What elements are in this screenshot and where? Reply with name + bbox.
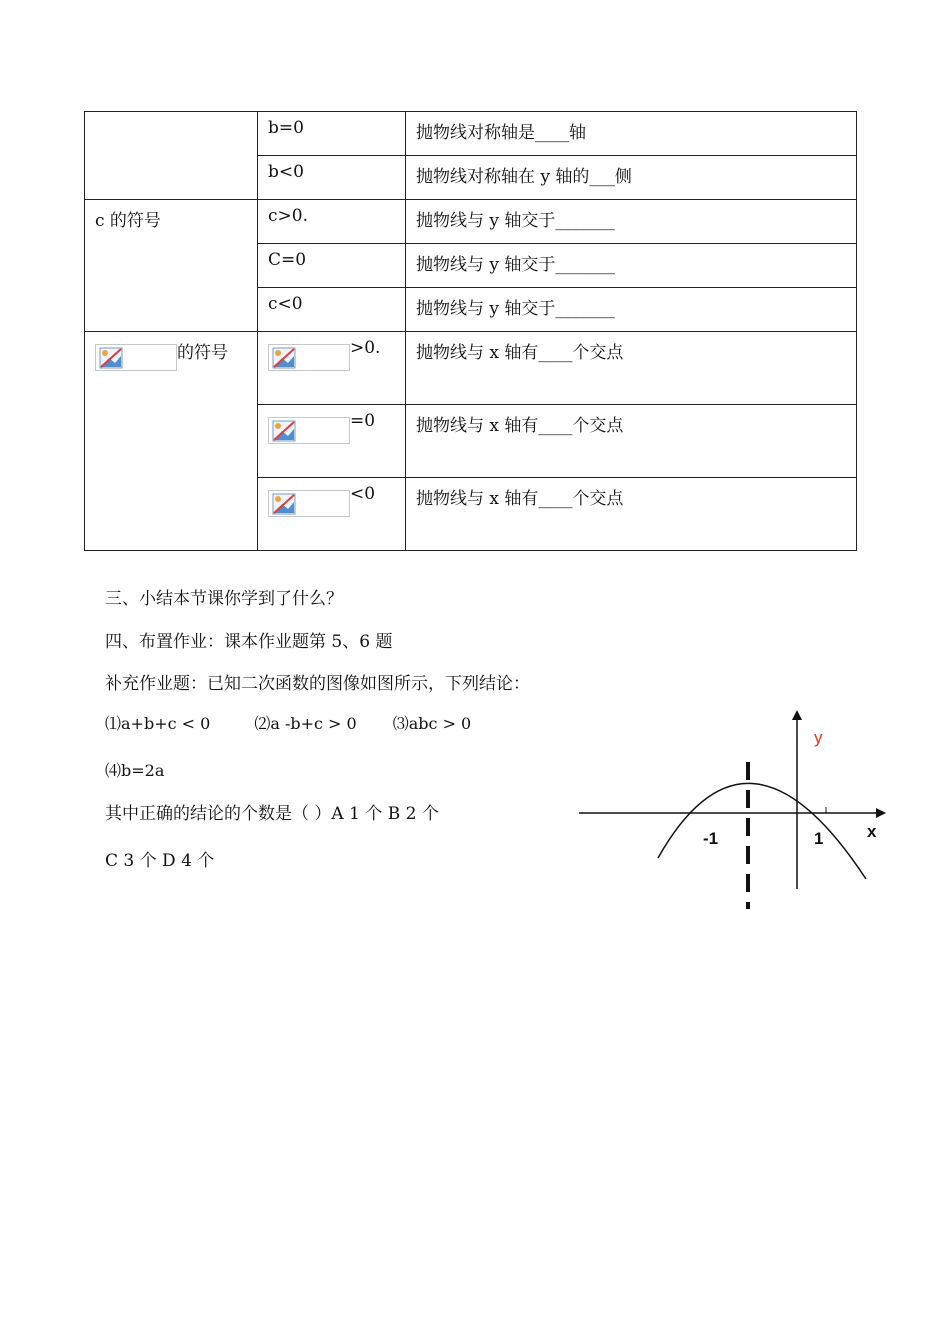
x-axis-label: x (867, 822, 877, 841)
homework-heading: 四、布置作业：课本作业题第 5、6 题 (105, 632, 393, 652)
broken-image-icon (95, 344, 177, 371)
y-axis-label: y (814, 728, 823, 747)
row2-col2: b<0 (258, 156, 406, 200)
conclusion-2: ⑵a -b+c > 0 (254, 714, 357, 733)
row8-col2-text: <0 (350, 484, 376, 504)
row7-col3: 抛物线与 x 轴有____个交点 (406, 405, 857, 478)
parabola-curve (658, 783, 866, 879)
tick-label-neg1: -1 (703, 829, 719, 848)
c-sign-label: c 的符号 (95, 211, 161, 231)
row2-col3: 抛物线对称轴在 y 轴的___侧 (406, 156, 857, 200)
c-sign-cell (85, 200, 258, 332)
tick-label-1: 1 (814, 829, 824, 848)
options-line: C 3 个 D 4 个 (105, 851, 215, 871)
row6-col2 (258, 332, 406, 405)
row5-col2: c<0 (258, 288, 406, 332)
x-axis-arrow-icon (876, 808, 886, 818)
row8-col3: 抛物线与 x 轴有____个交点 (406, 478, 857, 551)
row4-col2: C=0 (258, 244, 406, 288)
extra-homework-intro: 补充作业题：已知二次函数的图像如图所示，下列结论： (105, 674, 530, 694)
row7-col2 (258, 405, 406, 478)
row5-col3: 抛物线与 y 轴交于_______ (406, 288, 857, 332)
conclusion-3: ⑶abc > 0 (392, 714, 472, 733)
discriminant-sign-cell (85, 332, 258, 551)
row1-col3: 抛物线对称轴是____轴 (406, 112, 857, 156)
conclusion-1: ⑴a+b+c < 0 (105, 714, 211, 733)
row7-col2-text: =0 (350, 411, 376, 431)
question-line: 其中正确的结论的个数是（ ）A 1 个 B 2 个 (105, 804, 439, 824)
row4-col3: 抛物线与 y 轴交于_______ (406, 244, 857, 288)
row6-col3: 抛物线与 x 轴有____个交点 (406, 332, 857, 405)
row3-col3: 抛物线与 y 轴交于_______ (406, 200, 857, 244)
broken-image-icon (268, 344, 350, 371)
conclusions-line (105, 711, 471, 734)
discriminant-sign-label: 的符号 (177, 343, 228, 363)
broken-image-icon (268, 417, 350, 444)
summary-heading: 三、小结本节课你学到了什么？ (105, 589, 343, 609)
row6-col2-text: >0. (350, 338, 381, 358)
row3-col2: c>0. (258, 200, 406, 244)
properties-table (84, 111, 857, 551)
conclusion-4: ⑷b=2a (105, 761, 165, 780)
y-axis-arrow-icon (792, 710, 802, 720)
parabola-graph (576, 704, 886, 916)
broken-image-icon (268, 490, 350, 517)
row8-col2 (258, 478, 406, 551)
b-sign-cell (85, 112, 258, 200)
row1-col2: b=0 (258, 112, 406, 156)
